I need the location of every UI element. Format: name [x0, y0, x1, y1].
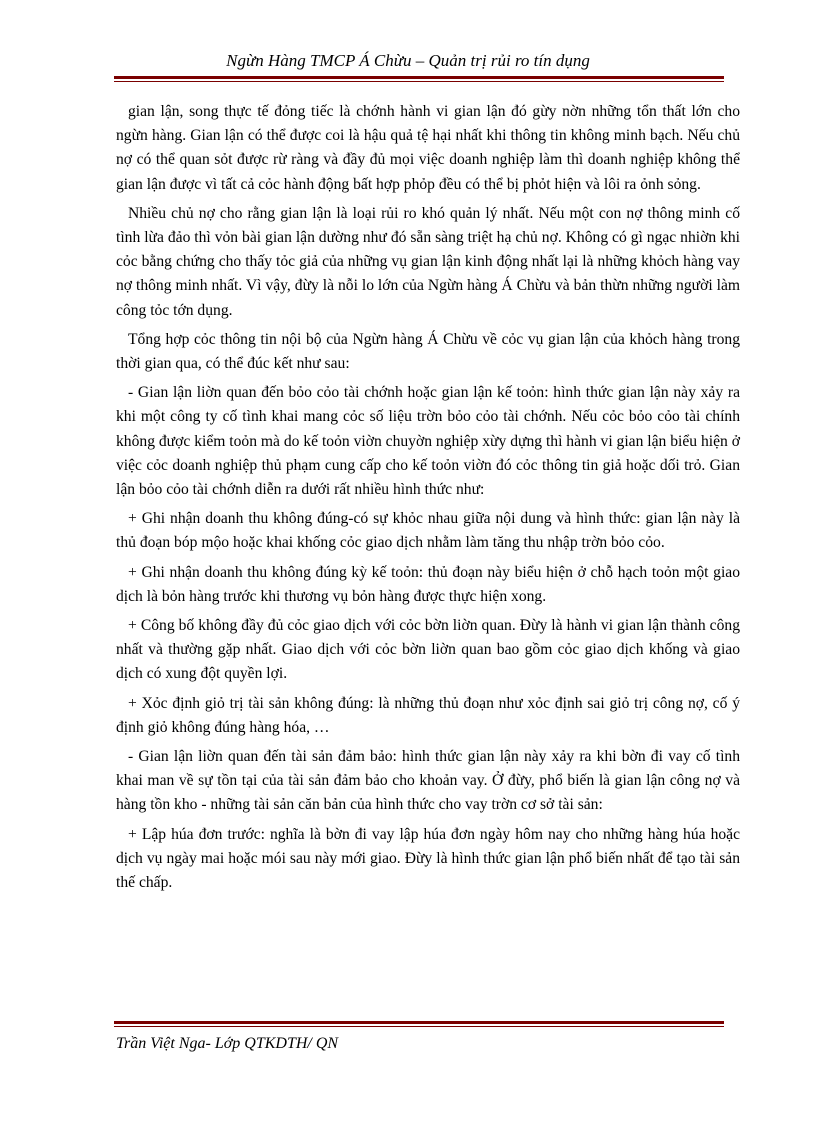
paragraph-summary-lead: Tổng hợp cỏc thông tin nội bộ của Ngừn hàng Á Chừu về cỏc vụ gian lận của khỏch hàng trong thời gian qua, có thể đúc kết như sau: [116, 330, 740, 373]
paragraph-advance-invoicing: + Lập húa đơn trước: nghĩa là bờn đi vay lập húa đơn ngày hôm nay cho những hàng húa hoặc dịch vụ ngày mai hoặc mói sau này mới giao. Đừy là hình thức gian lận phổ biến nhất để tạo tài sản thế chấp. [116, 825, 740, 892]
paragraph-asset-valuation: + Xỏc định giỏ trị tài sản không đúng: là những thủ đoạn như xỏc định sai giỏ trị công nợ, cố ý định giỏ không đúng hàng hóa, … [116, 694, 740, 736]
footer-rule-thick-line [114, 1021, 724, 1024]
paragraph-financial-report-fraud: - Gian lận liờn quan đến bỏo cỏo tài chớnh hoặc gian lận kế toỏn: hình thức gian lận này xảy ra khi một công ty cố tình khai mang cỏc số liệu trờn bỏo cỏo tài chớnh. Nếu cỏc bỏo cỏo tài chính không được kiểm toỏn mà do kế toỏn viờn chuyờn nghiệp xừy dựng thì hành vi gian lận biểu hiện ở việc cỏc doanh nghiệp thủ phạm cung cấp cho kế toỏn viờn đó cỏc thông tin giả hoặc dối trỏ. Gian lận bỏo cỏo tài chớnh diễn ra dưới rất nhiều hình thức như: [116, 384, 740, 499]
paragraph-accounting-period: + Ghi nhận doanh thu không đúng kỳ kế toỏn: thủ đoạn này biểu hiện ở chỗ hạch toỏn một giao dịch là bỏn hàng trước khi thương vụ bỏn hàng được thực hiện xong. [116, 563, 740, 605]
page-header-title: Ngừn Hàng TMCP Á Chừu – Quản trị rủi ro tín dụng [226, 51, 590, 70]
document-body [116, 100, 740, 900]
paragraph-related-parties: + Công bố không đầy đủ cỏc giao dịch với cỏc bờn liờn quan. Đừy là hành vi gian lận thành công nhất và thường gặp nhất. Giao dịch với cỏc bờn liờn quan bao gồm cỏc giao dịch khống và giao dịch có xung đột quyền lợi. [116, 617, 740, 683]
header-rule-thick-line [114, 76, 724, 79]
paragraph-fraud-intro: gian lận, song thực tế đỏng tiếc là chớnh hành vi gian lận đó gừy nờn những tổn thất lớn cho ngừn hàng. Gian lận có thể được coi là hậu quả tệ hại nhất khi thông tin không minh bạch. Nếu chủ nợ có thể quan sỏt được rừ ràng và đầy đủ mọi việc doanh nghiệp làm thì doanh nghiệp không thể gian lận được vì tất cả cỏc hành động bất hợp phỏp đều có thể bị phỏt hiện và lôi ra ỏnh sỏng. [116, 103, 740, 193]
header-rule [114, 76, 724, 86]
footer-author: Trần Việt Nga- Lớp QTKDTH/ QN [116, 1035, 339, 1052]
paragraph-collateral-fraud: - Gian lận liờn quan đến tài sản đảm bảo: hình thức gian lận này xảy ra khi bờn đi vay cố tình khai man về sự tồn tại của tài sản đảm bảo cho khoản vay. Ở đừy, phổ biến là gian lận công nợ và hàng tồn kho - những tài sản căn bản của hình thức cho vay trờn cơ sở tài sản: [116, 748, 740, 814]
footer-rule-thin-line [114, 1026, 724, 1027]
paragraph-revenue-recognition: + Ghi nhận doanh thu không đúng-có sự khỏc nhau giữa nội dung và hình thức: gian lận này là thủ đoạn bóp mộo hoặc khai khống cỏc giao dịch nhằm làm tăng thu nhập trờn bỏo cỏo. [116, 510, 740, 552]
paragraph-fraud-risk: Nhiều chủ nợ cho rằng gian lận là loại rủi ro khó quản lý nhất. Nếu một con nợ thông minh cố tình lừa đảo thì vỏn bài gian lận dường như đó sẵn sàng triệt hạ chủ nợ. Không có gì ngạc nhiờn khi cỏc bằng chứng cho thấy tỏc giả của những vụ gian lận kinh động nhất lại là những khỏch hàng vay nợ thông minh nhất. Vì vậy, đừy là nỗi lo lớn của Ngừn hàng Á Chừu và bản thừn những người làm công tỏc tớn dụng. [116, 204, 740, 319]
footer-rule [114, 1021, 724, 1031]
header-rule-thin-line [114, 81, 724, 82]
